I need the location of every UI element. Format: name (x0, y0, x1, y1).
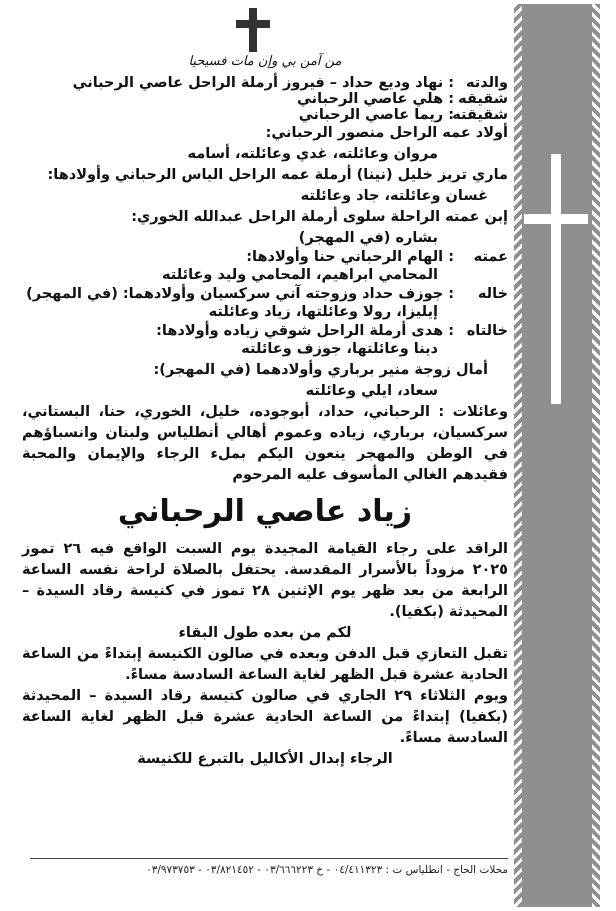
relative-value: : الهام الرحباني حنا وأولادها: (246, 249, 454, 265)
amal-children: سعاد، ايلي وعائلته (305, 383, 438, 399)
relative-row-sister (22, 107, 508, 123)
aunt-widow-children: غسان وعائلته، جاد وعائلته (300, 188, 488, 204)
long-life-line: لكم من بعده طول البقاء (178, 625, 352, 641)
maternal-uncle-children: إيليزا، رولا وعائلتها، زياد وعائلته (208, 304, 438, 320)
condolence-paragraph-1: تقبل التعازي قبل الدفن وبعده في صالون الكنيسة إبتداءً من الساعة الحادية عشرة قبل الظهر لغاية الساعة السادسة مساءً. (22, 646, 508, 683)
relative-label: خاله (477, 286, 508, 302)
relative-label: والدته (465, 75, 508, 91)
cross-icon (524, 154, 588, 404)
uncle-children: مروان وعائلته، غدي وعائلته، أسامه (187, 146, 438, 162)
relative-row-maternal-aunts (22, 323, 508, 339)
relative-row-mother (22, 75, 508, 91)
footer-contact: محلات الحاج - انطلياس ت : ٠٤/٤١١٣٢٣ - خ ٠٣/٦٦٦٢٢٣ - ٠٣/٨٢١٤٥٢ - ٠٣/٩٧٣٧٥٣ (146, 864, 508, 876)
wreath-request: الرجاء إبدال الأكاليل بالتبرع للكنيسة (137, 751, 393, 767)
relative-row-paternal-aunt (22, 249, 508, 265)
sidebar-zigzag-right-edge (592, 4, 600, 907)
families-paragraph: وعائلات : الرحباني، حداد، أبوجوده، خليل، الخوري، حنا، البستاني، سركسيان، برباري، زياده وعموم أهالي أنطلياس ولبنان وانسباؤهم في الوطن والمهجر ينعون اليكم بملء الرجاء والإيمان والمحبة فقيدهم الغالي المأسوف عليه المرحوم (22, 404, 508, 483)
relative-label: شقيقه (458, 91, 508, 107)
relative-label: شقيقته (452, 107, 508, 123)
uncle-children-heading: أولاد عمه الراحل منصور الرحباني: (265, 125, 508, 141)
maternal-aunts-children: دينا وعائلتها، جوزف وعائلته (241, 341, 438, 357)
cousin-heading: إبن عمته الراحلة سلوى أرملة الراحل عبدالله الخوري: (131, 209, 508, 225)
deceased-name: زياد عاصي الرحباني (117, 494, 413, 529)
paternal-aunt-children: المحامي ابراهيم، المحامي وليد وعائلته (162, 267, 438, 283)
aunt-widow-heading: ماري تريز خليل (نينا) أرملة عمه الراحل الياس الرحباني وأولادها: (47, 167, 508, 183)
mourning-sidebar-band (514, 4, 600, 907)
scripture-verse: من آمن بي وإن مات فسيحيا (188, 54, 342, 69)
relative-value: : جوزف حداد وزوجته آني سركسيان وأولادهما: (في المهجر) (26, 286, 454, 302)
relative-row-brother (22, 91, 508, 107)
cousin: بشاره (في المهجر) (298, 230, 438, 246)
obituary-body (22, 54, 508, 770)
ornate-cross-icon (236, 8, 270, 52)
relative-label: عمته (473, 249, 508, 265)
footer-divider (30, 858, 508, 859)
condolence-paragraph-2: ويوم الثلاثاء ٢٩ الجاري في صالون كنيسة رقاد السيدة – المحيدثة (بكفيا) إبتداءً من الساعة الحادية عشرة قبل الظهر لغاية الساعة السادسة مساءً. (22, 688, 508, 746)
relative-value: : هدى أرملة الراحل شوقي زياده وأولادها: (156, 323, 454, 339)
sidebar-zigzag-left-edge (514, 4, 522, 907)
relative-value: : ريما عاصي الرحباني (298, 107, 454, 123)
relative-value: : هلي عاصي الرحباني (297, 91, 454, 107)
relative-label: خالتاه (466, 323, 508, 339)
funeral-paragraph: الراقد على رجاء القيامة المجيدة يوم السبت الواقع فيه ٢٦ تموز ٢٠٢٥ مزوداً بالأسرار المقدسة. يحتفل بالصلاة لراحة نفسه الساعة الرابعة من بعد ظهر يوم الإثنين ٢٨ تموز في كنيسة رقاد السيدة – المحيدثة (بكفيا). (22, 541, 508, 620)
relative-row-maternal-uncle (22, 286, 508, 302)
amal-heading: أمال زوجة منير برباري وأولادهما (في المهجر): (153, 362, 488, 378)
relative-value: : نهاد وديع حداد – فيروز أرملة الراحل عاصي الرحباني (72, 75, 454, 91)
